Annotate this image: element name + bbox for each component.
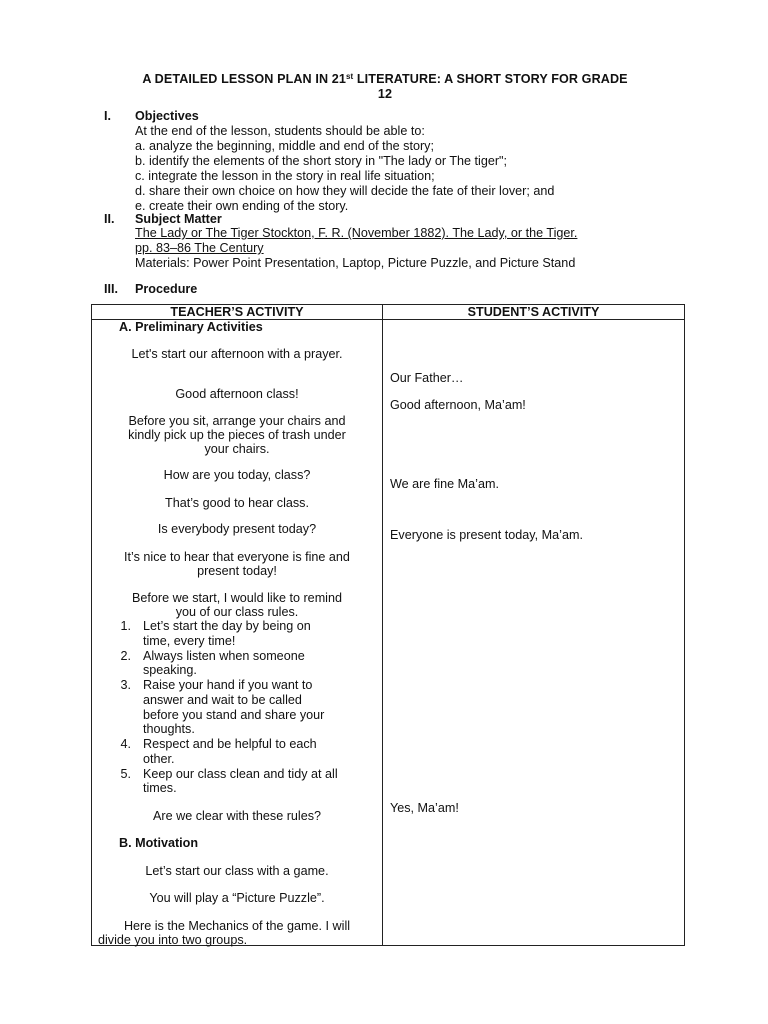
rule-text: other. xyxy=(143,752,175,766)
rule-text: times. xyxy=(143,781,177,795)
document-title xyxy=(90,72,680,102)
objective-item: d. share their own choice on how they will decide the fate of their lover; and xyxy=(135,184,555,198)
student-yes: Yes, Ma’am! xyxy=(390,801,459,815)
teacher-arrange-line-2: kindly pick up the pieces of trash under xyxy=(128,428,346,442)
objectives-body xyxy=(135,124,554,214)
objective-item: b. identify the elements of the short story in "The lady or The tiger"; xyxy=(135,154,508,168)
reference-line-1: The Lady or The Tiger Stockton, F. R. (November 1882). The Lady, or the Tiger. xyxy=(135,226,578,240)
teacher-good: That’s good to hear class. xyxy=(165,496,309,510)
reference-line-2: pp. 83–86 The Century xyxy=(135,241,264,255)
student-fine: We are fine Ma’am. xyxy=(390,477,499,491)
teacher-game-line-1: Let’s start our class with a game. xyxy=(145,864,329,878)
title-line-2: 12 xyxy=(377,87,393,101)
objective-item: e. create their own ending of the story. xyxy=(135,199,349,213)
objectives-numeral: I. xyxy=(104,109,111,123)
rule-text: speaking. xyxy=(143,663,197,677)
rule-text: answer and wait to be called xyxy=(143,693,302,707)
rule-text: thoughts. xyxy=(143,722,195,736)
rule-number: 1. xyxy=(120,619,131,633)
teacher-mechanics-line-2: divide you into two groups. xyxy=(98,933,248,947)
title-line-1: A DETAILED LESSON PLAN IN 21 xyxy=(142,72,346,86)
rule-text: Keep our class clean and tidy at all xyxy=(143,767,338,781)
title-line-1-suffix: LITERATURE: A SHORT STORY FOR GRADE xyxy=(353,72,628,86)
teacher-game-line-2: You will play a “Picture Puzzle”. xyxy=(149,891,325,905)
teacher-arrange-line-3: your chairs. xyxy=(204,442,270,456)
rule-number: 3. xyxy=(120,678,131,692)
teacher-remind-line-1: Before we start, I would like to remind xyxy=(132,591,342,605)
title-superscript: st xyxy=(345,72,354,81)
student-prayer: Our Father… xyxy=(390,371,464,385)
student-activity-header: STUDENT’S ACTIVITY xyxy=(467,305,600,319)
column-divider xyxy=(382,305,383,945)
subject-matter-numeral: II. xyxy=(104,212,115,226)
materials-line: Materials: Power Point Presentation, Laptop, Picture Puzzle, and Picture Stand xyxy=(135,256,576,270)
rule-text: before you stand and share your xyxy=(143,708,325,722)
objectives-intro: At the end of the lesson, students should be able to: xyxy=(135,124,425,138)
objective-item: c. integrate the lesson in the story in real life situation; xyxy=(135,169,435,183)
rule-number: 2. xyxy=(120,649,131,663)
procedure-numeral: III. xyxy=(104,282,118,296)
teacher-greeting: Good afternoon class! xyxy=(175,387,299,401)
rule-text: Respect and be helpful to each xyxy=(143,737,317,751)
teacher-how: How are you today, class? xyxy=(163,468,311,482)
activities-table xyxy=(91,304,685,946)
rule-text: time, every time! xyxy=(143,634,236,648)
student-present: Everyone is present today, Ma’am. xyxy=(390,528,583,542)
motivation-heading: B. Motivation xyxy=(119,836,199,850)
student-greeting: Good afternoon, Ma’am! xyxy=(390,398,526,412)
rule-number: 4. xyxy=(120,737,131,751)
teacher-arrange-line-1: Before you sit, arrange your chairs and xyxy=(128,414,346,428)
teacher-clear: Are we clear with these rules? xyxy=(153,809,321,823)
rule-text: Raise your hand if you want to xyxy=(143,678,313,692)
teacher-nice-line-2: present today! xyxy=(197,564,277,578)
objective-item: a. analyze the beginning, middle and end of the story; xyxy=(135,139,434,153)
rule-text: Let’s start the day by being on xyxy=(143,619,311,633)
rule-text: Always listen when someone xyxy=(143,649,305,663)
teacher-activity-header: TEACHER’S ACTIVITY xyxy=(170,305,304,319)
subject-matter-heading: Subject Matter xyxy=(135,212,222,226)
teacher-prayer: Let's start our afternoon with a prayer. xyxy=(131,347,343,361)
teacher-present: Is everybody present today? xyxy=(157,522,317,536)
preliminary-activities-heading: A. Preliminary Activities xyxy=(119,320,263,334)
teacher-nice-line-1: It’s nice to hear that everyone is fine and xyxy=(124,550,350,564)
objectives-heading: Objectives xyxy=(135,109,199,123)
subject-matter-body xyxy=(135,226,577,271)
procedure-heading: Procedure xyxy=(135,282,198,296)
rule-number: 5. xyxy=(120,767,131,781)
teacher-mechanics-line-1: Here is the Mechanics of the game. I will xyxy=(123,919,351,933)
teacher-remind-line-2: you of our class rules. xyxy=(175,605,299,619)
